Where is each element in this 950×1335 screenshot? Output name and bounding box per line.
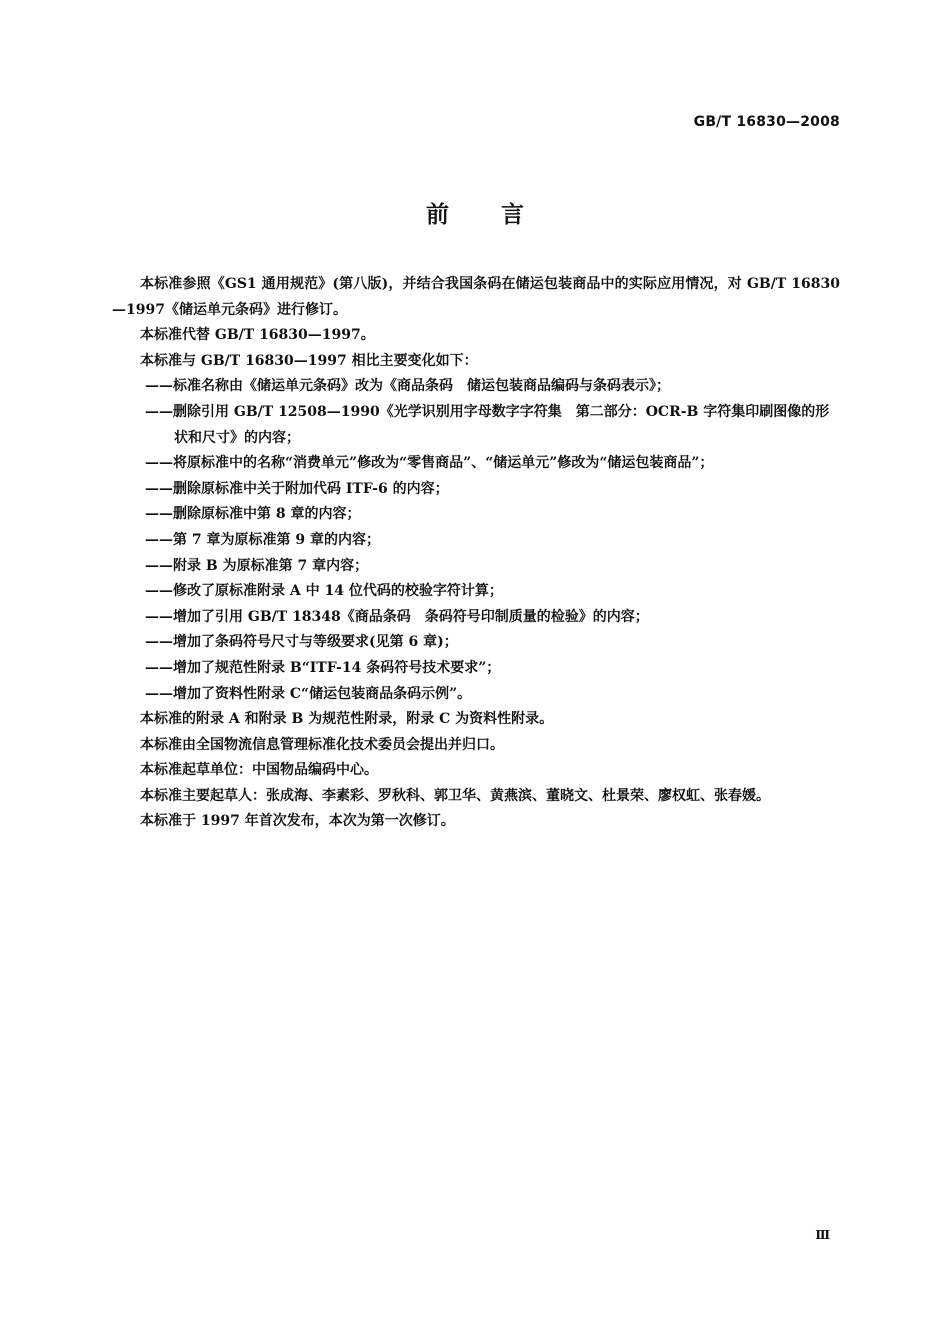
intro-paragraph-reference: 本标准参照《GS1 通用规范》(第八版)，并结合我国条码在储运包装商品中的实际应用情况，对 GB/T 16830—1997《储运单元条码》进行修订。 xyxy=(112,276,840,318)
page-title: 前言 xyxy=(426,202,576,228)
change-item: ——删除原标准中关于附加代码 ITF-6 的内容； xyxy=(145,480,449,497)
outro-paragraph-history: 本标准于 1997 年首次发布，本次为第一次修订。 xyxy=(140,813,455,830)
change-item: ——增加了引用 GB/T 18348《商品条码 条码符号印制质量的检验》的内容； xyxy=(145,608,649,625)
change-item: ——增加了规范性附录 B“ITF-14 条码符号技术要求”； xyxy=(145,659,501,676)
outro-paragraph-drafters: 本标准主要起草人：张成海、李素彩、罗秋科、郭卫华、黄燕滨、董晓文、杜景荣、廖权虹、张春媛。 xyxy=(140,787,770,804)
change-item: ——修改了原标准附录 A 中 14 位代码的校验字符计算； xyxy=(145,583,503,600)
intro-paragraph-replaces: 本标准代替 GB/T 16830—1997。 xyxy=(140,327,375,344)
change-item: ——增加了条码符号尺寸与等级要求(见第 6 章)； xyxy=(145,634,458,651)
outro-paragraph-proposer: 本标准由全国物流信息管理标准化技术委员会提出并归口。 xyxy=(140,736,504,753)
standard-number: GB/T 16830—2008 xyxy=(693,114,840,130)
document-body xyxy=(112,272,840,835)
change-item: ——附录 B 为原标准第 7 章内容； xyxy=(145,557,369,574)
intro-paragraph-changes: 本标准与 GB/T 16830—1997 相比主要变化如下： xyxy=(140,352,478,369)
change-item: ——第 7 章为原标准第 9 章的内容； xyxy=(145,531,380,548)
page-number: Ⅲ xyxy=(815,1228,830,1242)
outro-paragraph-drafting-unit: 本标准起草单位：中国物品编码中心。 xyxy=(140,762,378,779)
change-item: ——删除引用 GB/T 12508—1990《光学识别用字母数字字符集 第二部分：OCR-B 字符集印刷图像的形状和尺寸》的内容； xyxy=(145,403,830,446)
outro-paragraph-annexes: 本标准的附录 A 和附录 B 为规范性附录，附录 C 为资料性附录。 xyxy=(140,711,554,728)
change-item: ——增加了资料性附录 C“储运包装商品条码示例”。 xyxy=(145,685,472,702)
change-item: ——将原标准中的名称“消费单元”修改为“零售商品”、“储运单元”修改为“储运包装商品”； xyxy=(145,455,714,472)
change-item: ——删除原标准中第 8 章的内容； xyxy=(145,506,361,523)
change-item: ——标准名称由《储运单元条码》改为《商品条码 储运包装商品编码与条码表示》； xyxy=(145,378,670,395)
